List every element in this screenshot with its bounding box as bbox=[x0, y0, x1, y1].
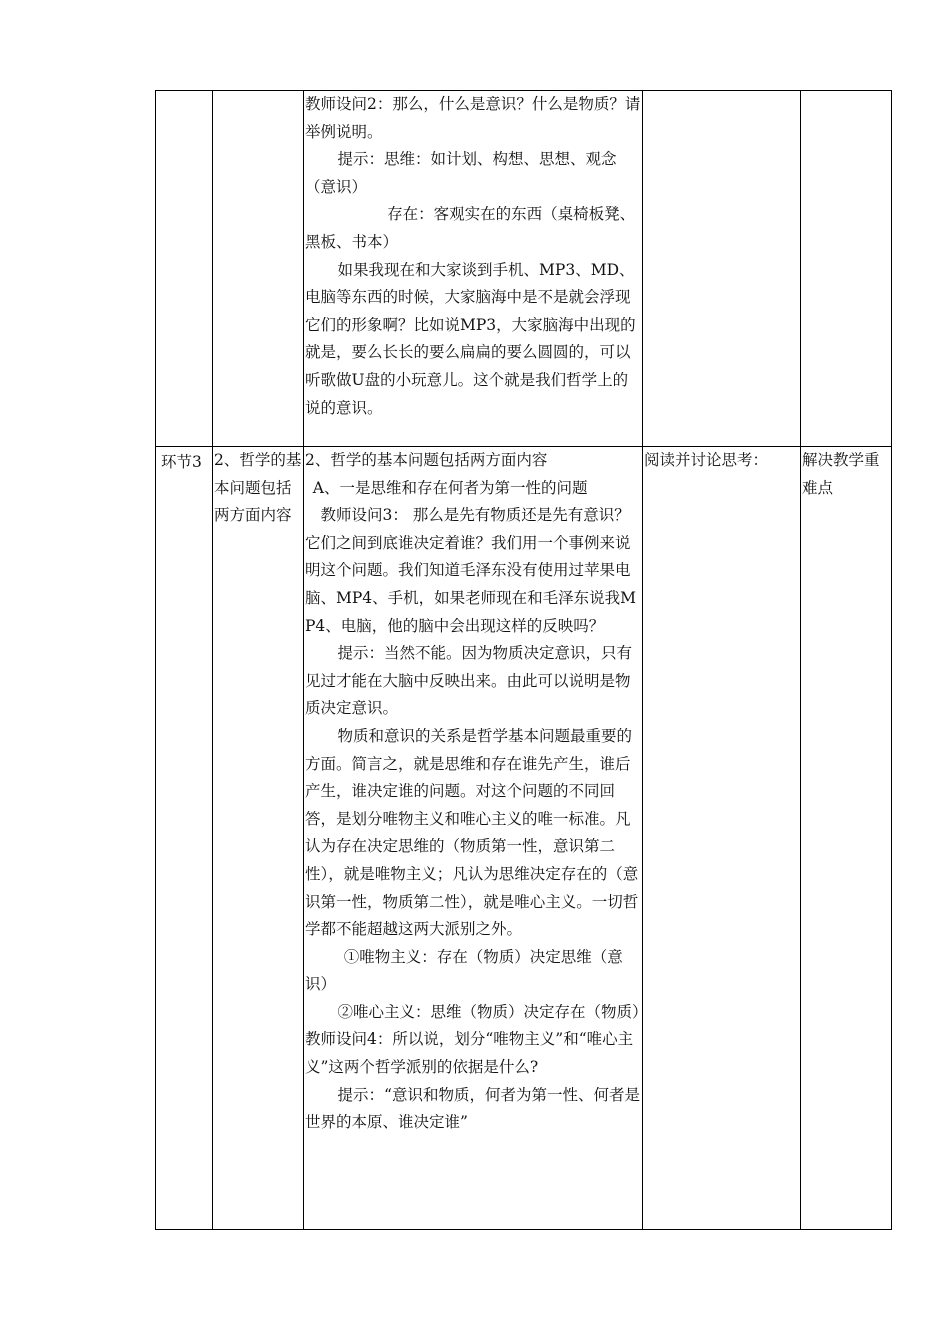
purpose-cell bbox=[801, 91, 892, 447]
idealism-item: ②唯心主义：思维（物质）决定存在（物质） bbox=[337, 1002, 648, 1021]
hint-existence: 存在：客观实在的东西（桌椅板凳、黑板、书本） bbox=[305, 205, 636, 251]
table-row bbox=[156, 447, 892, 1230]
stage-cell bbox=[156, 91, 213, 447]
teacher-question-3: 教师设问3： 那么是先有物质还是先有意识？它们之间到底谁决定着谁？我们用一个事例来说明这个问题。我们知道毛泽东没有使用过苹果电脑、MP4、手机，如果老师现在和毛泽东说我MP4、电脑，他的脑中会出现这样的反映吗？ bbox=[305, 506, 637, 635]
hint-paragraph: 提示：当然不能。因为物质决定意识，只有见过才能在大脑中反映出来。由此可以说明是物质决定意识。 bbox=[305, 644, 633, 718]
table-row bbox=[156, 91, 892, 447]
topic-cell: 2、哲学的基本问题包括两方面内容 bbox=[213, 447, 304, 1230]
teacher-question-2: 教师设问2：那么，什么是意识？什么是物质？请举例说明。 bbox=[305, 95, 641, 141]
content-cell bbox=[304, 91, 643, 447]
lesson-plan-table bbox=[155, 90, 892, 1230]
activity-cell bbox=[643, 91, 801, 447]
purpose-cell: 解决教学重难点 bbox=[801, 447, 892, 1230]
activity-cell: 阅读并讨论思考： bbox=[643, 447, 801, 1230]
materialism-item: ①唯物主义：存在（物质）决定思维（意识） bbox=[305, 947, 623, 994]
example-paragraph: 如果我现在和大家谈到手机、MP3、MD、电脑等东西的时候，大家脑海中是不是就会浮现它们的形象啊？比如说MP3，大家脑海中出现的就是，要么长长的要么扁扁的要么圆圆的，可以听歌做U盘的小玩意儿。这个就是我们哲学上的说的意识。 bbox=[305, 260, 636, 417]
stage-cell: 环节3 bbox=[156, 447, 213, 1230]
section-heading: 2、哲学的基本问题包括两方面内容 bbox=[305, 451, 548, 469]
hint-thinking: 提示：思维：如计划、构想、思想、观念（意识） bbox=[305, 150, 617, 196]
teacher-question-4: 教师设问4：所以说，划分“唯物主义”和“唯心主义”这两个哲学派别的依据是什么? bbox=[305, 1030, 634, 1077]
topic-cell bbox=[213, 91, 304, 447]
subsection-a: A、一是思维和存在何者为第一性的问题 bbox=[312, 478, 588, 497]
hint-criterion: 提示：“意识和物质，何者为第一性、何者是世界的本原、谁决定谁” bbox=[305, 1085, 640, 1132]
content-cell bbox=[304, 447, 648, 1230]
explanation-paragraph: 物质和意识的关系是哲学基本问题最重要的方面。简言之，就是思维和存在谁先产生，谁后产生，谁决定谁的问题。对这个问题的不同回答，是划分唯物主义和唯心主义的唯一标准。凡认为存在决定思维的（物质第一性，意识第二性），就是唯物主义；凡认为思维决定存在的（意识第一性，物质第二性），就是唯心主义。一切哲学都不能超越这两大派别之外。 bbox=[305, 726, 639, 939]
